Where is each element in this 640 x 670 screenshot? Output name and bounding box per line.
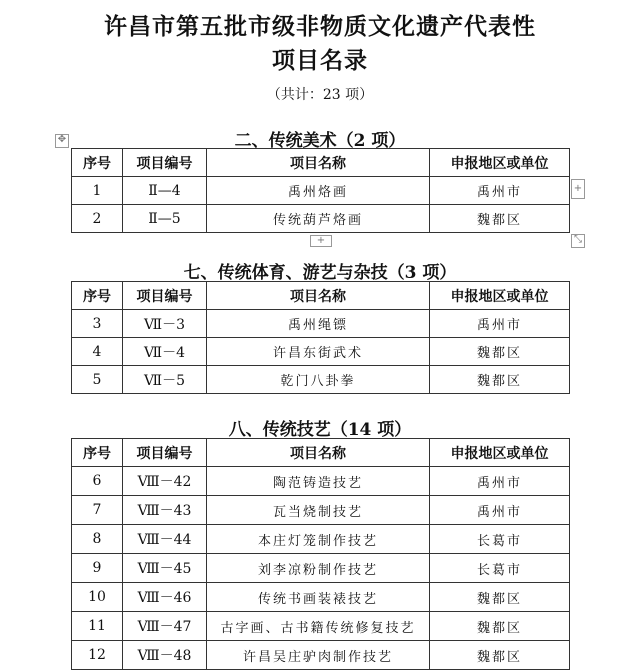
table-row	[72, 205, 570, 233]
table-move-handle-icon[interactable]: ✥	[55, 134, 69, 148]
table-row	[72, 612, 570, 641]
cell-code: Ⅶ－5	[123, 366, 207, 394]
cell-no: 1	[72, 177, 123, 205]
cell-area: 魏都区	[430, 205, 570, 233]
cell-no: 7	[72, 496, 123, 525]
cell-code: Ⅷ－48	[123, 641, 207, 670]
cell-code: Ⅷ－47	[123, 612, 207, 641]
cell-name: 传统书画装裱技艺	[207, 583, 430, 612]
cell-code: Ⅷ－42	[123, 467, 207, 496]
cell-no: 10	[72, 583, 123, 612]
table-row	[72, 338, 570, 366]
table-header-row	[72, 149, 570, 177]
document-title-line2: 项目名录	[272, 47, 368, 74]
cell-code: Ⅶ－3	[123, 310, 207, 338]
cell-no: 11	[72, 612, 123, 641]
header-no: 序号	[72, 282, 123, 310]
table-row	[72, 554, 570, 583]
table-row	[72, 467, 570, 496]
cell-no: 4	[72, 338, 123, 366]
table-traditional-art	[71, 148, 570, 233]
cell-no: 12	[72, 641, 123, 670]
cell-name: 乾门八卦拳	[207, 366, 430, 394]
section-heading-traditional-art: 二、传统美术（2 项）	[234, 131, 406, 151]
total-count: （共计：23 项）	[266, 87, 374, 103]
cell-no: 3	[72, 310, 123, 338]
table-traditional-sports	[71, 281, 570, 394]
header-name: 项目名称	[207, 439, 430, 467]
cell-area: 魏都区	[430, 612, 570, 641]
table-row	[72, 525, 570, 554]
cell-code: Ⅱ—5	[123, 205, 207, 233]
cell-no: 6	[72, 467, 123, 496]
cell-name: 禹州绳镖	[207, 310, 430, 338]
cell-no: 5	[72, 366, 123, 394]
table-row	[72, 310, 570, 338]
table-header-row	[72, 282, 570, 310]
cell-area: 魏都区	[430, 338, 570, 366]
header-no: 序号	[72, 149, 123, 177]
cell-code: Ⅷ－45	[123, 554, 207, 583]
cell-name: 瓦当烧制技艺	[207, 496, 430, 525]
resize-table-icon[interactable]: ⤡	[571, 234, 585, 248]
table-row	[72, 641, 570, 670]
cell-name: 许昌东街武术	[207, 338, 430, 366]
header-area: 申报地区或单位	[430, 149, 570, 177]
cell-code: Ⅱ—4	[123, 177, 207, 205]
cell-area: 魏都区	[430, 641, 570, 670]
header-area: 申报地区或单位	[430, 439, 570, 467]
header-code: 项目编号	[123, 149, 207, 177]
cell-code: Ⅶ－4	[123, 338, 207, 366]
section-heading-traditional-sports: 七、传统体育、游艺与杂技（3 项）	[183, 263, 457, 283]
cell-no: 2	[72, 205, 123, 233]
cell-area: 禹州市	[430, 310, 570, 338]
cell-area: 魏都区	[430, 583, 570, 612]
section-heading-traditional-craft: 八、传统技艺（14 项）	[228, 420, 412, 440]
cell-name: 陶范铸造技艺	[207, 467, 430, 496]
cell-area: 禹州市	[430, 467, 570, 496]
cell-name: 许昌吴庄驴肉制作技艺	[207, 641, 430, 670]
cell-name: 传统葫芦烙画	[207, 205, 430, 233]
add-column-icon[interactable]: +	[571, 179, 585, 199]
cell-code: Ⅷ－43	[123, 496, 207, 525]
table-traditional-craft	[71, 438, 570, 670]
cell-area: 禹州市	[430, 177, 570, 205]
cell-area: 魏都区	[430, 366, 570, 394]
cell-no: 8	[72, 525, 123, 554]
cell-name: 本庄灯笼制作技艺	[207, 525, 430, 554]
header-code: 项目编号	[123, 439, 207, 467]
header-code: 项目编号	[123, 282, 207, 310]
cell-name: 刘李凉粉制作技艺	[207, 554, 430, 583]
cell-area: 长葛市	[430, 554, 570, 583]
header-no: 序号	[72, 439, 123, 467]
cell-code: Ⅷ－44	[123, 525, 207, 554]
add-row-icon[interactable]: +	[310, 235, 332, 247]
cell-name: 古字画、古书籍传统修复技艺	[207, 612, 430, 641]
table-header-row	[72, 439, 570, 467]
header-name: 项目名称	[207, 282, 430, 310]
table-row	[72, 496, 570, 525]
table-row	[72, 366, 570, 394]
header-area: 申报地区或单位	[430, 282, 570, 310]
header-name: 项目名称	[207, 149, 430, 177]
table-row	[72, 177, 570, 205]
cell-area: 禹州市	[430, 496, 570, 525]
table-row	[72, 583, 570, 612]
cell-name: 禹州烙画	[207, 177, 430, 205]
document-title-line1: 许昌市第五批市级非物质文化遗产代表性	[104, 13, 536, 40]
cell-area: 长葛市	[430, 525, 570, 554]
cell-no: 9	[72, 554, 123, 583]
cell-code: Ⅷ－46	[123, 583, 207, 612]
